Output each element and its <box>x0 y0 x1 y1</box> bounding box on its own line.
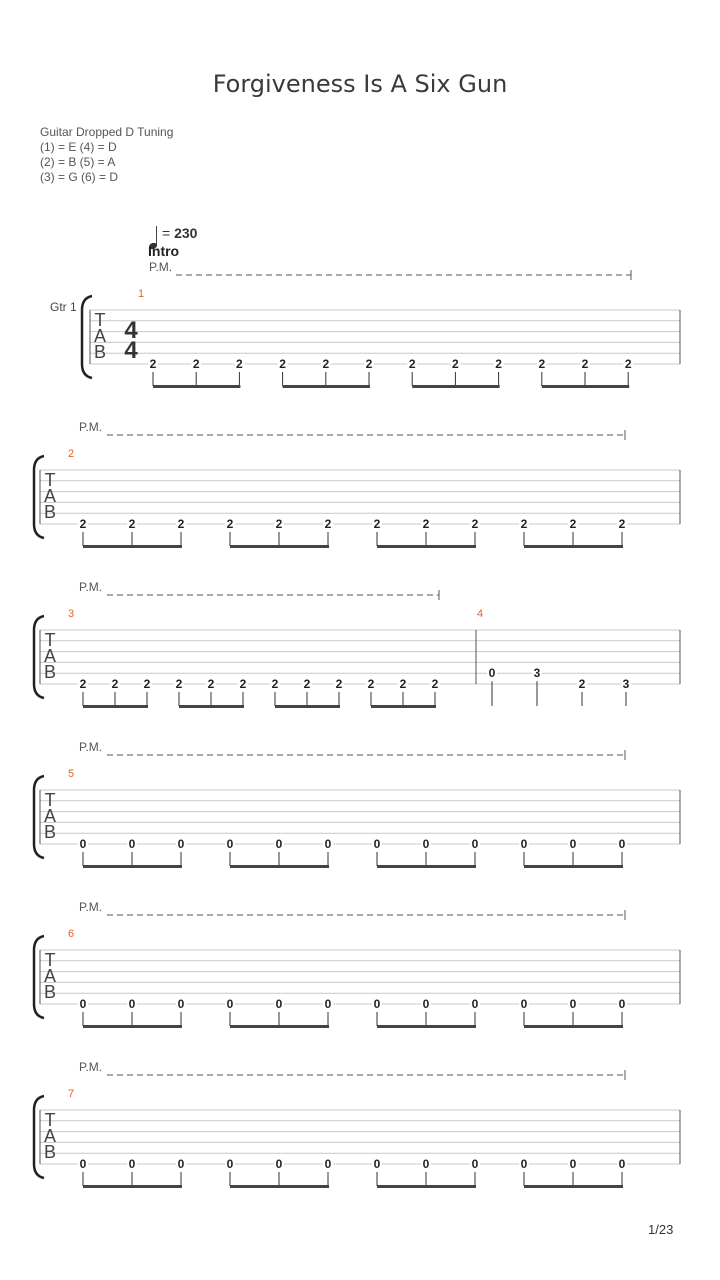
fret-number: 2 <box>365 357 373 371</box>
fret-number: 0 <box>488 666 496 681</box>
tuning-name: Guitar Dropped D Tuning <box>40 125 174 139</box>
fret-number: 0 <box>275 837 283 851</box>
fret-number: 0 <box>520 837 528 851</box>
fret-number: 2 <box>192 357 200 371</box>
fret-number: 0 <box>471 997 479 1011</box>
beam <box>230 865 329 868</box>
beam <box>377 1025 476 1028</box>
tuning-line-3: (3) = G (6) = D <box>40 170 119 184</box>
fret-number: 2 <box>624 357 632 371</box>
measure-number: 3 <box>68 608 75 620</box>
beam <box>377 865 476 868</box>
fret-number: 0 <box>373 997 381 1011</box>
fret-number: 2 <box>581 357 589 371</box>
tab-clef-letter: T <box>44 950 56 970</box>
tab-clef-letter: A <box>93 326 107 346</box>
system-bracket <box>34 616 44 698</box>
fret-number: 0 <box>520 997 528 1011</box>
fret-number: 2 <box>177 517 185 531</box>
measure-number: 4 <box>477 608 484 620</box>
fret-number: 0 <box>177 997 185 1011</box>
fret-number: 2 <box>471 517 479 531</box>
fret-number: 2 <box>538 357 546 371</box>
fret-number: 0 <box>422 1157 430 1171</box>
beam <box>524 1185 623 1188</box>
fret-number: 2 <box>275 517 283 531</box>
fret-number: 0 <box>226 1157 234 1171</box>
tab-clef-letter: T <box>44 790 56 810</box>
tab-clef-letter: B <box>43 502 57 522</box>
system-bracket <box>34 936 44 1018</box>
tab-clef-letter: A <box>43 646 57 666</box>
fret-number: 2 <box>431 677 439 691</box>
fret-number: 0 <box>226 997 234 1011</box>
measure-number: 2 <box>68 448 75 460</box>
system-bracket <box>34 776 44 858</box>
beam <box>230 545 329 548</box>
palm-mute-label: P.M. <box>79 740 103 754</box>
measure-number: 1 <box>138 288 145 300</box>
fret-number: 0 <box>569 837 577 851</box>
tuning-line-1: (1) = E (4) = D <box>40 140 117 154</box>
fret-number: 3 <box>533 666 541 681</box>
fret-number: 0 <box>618 997 626 1011</box>
beam <box>542 385 629 388</box>
tab-clef-letter: T <box>44 630 56 650</box>
fret-number: 0 <box>128 1157 136 1171</box>
fret-number: 0 <box>618 837 626 851</box>
tab-clef-letter: B <box>93 342 107 362</box>
fret-number: 2 <box>207 677 215 691</box>
beam <box>377 545 476 548</box>
fret-number: 0 <box>422 997 430 1011</box>
tab-clef-letter: A <box>43 1126 57 1146</box>
tab-clef-letter: B <box>43 822 57 842</box>
beam <box>83 1185 182 1188</box>
beam <box>524 865 623 868</box>
measure-number: 5 <box>68 768 75 780</box>
tab-clef-letter: A <box>43 486 57 506</box>
tab-clef-letter: T <box>44 470 56 490</box>
tab-clef-letter: T <box>94 310 106 330</box>
section-label: Intro <box>148 243 180 259</box>
fret-number: 2 <box>226 517 234 531</box>
beam <box>275 705 340 708</box>
fret-number: 2 <box>335 677 343 691</box>
song-title: Forgiveness Is A Six Gun <box>212 70 508 98</box>
tab-clef-letter: B <box>43 982 57 1002</box>
beam <box>153 385 240 388</box>
fret-number: 0 <box>373 837 381 851</box>
fret-number: 2 <box>322 357 330 371</box>
fret-number: 0 <box>177 837 185 851</box>
beam <box>230 1025 329 1028</box>
fret-number: 0 <box>275 997 283 1011</box>
time-signature-top: 4 <box>124 317 138 344</box>
fret-number: 2 <box>79 677 87 691</box>
fret-number: 0 <box>324 837 332 851</box>
fret-number: 2 <box>367 677 375 691</box>
tab-clef-letter: B <box>43 1142 57 1162</box>
tab-clef-letter: B <box>43 662 57 682</box>
fret-number: 2 <box>578 677 586 691</box>
tempo-prefix: = <box>162 225 175 241</box>
beam <box>83 865 182 868</box>
fret-number: 0 <box>471 1157 479 1171</box>
beam <box>524 545 623 548</box>
instrument-label: Gtr 1 <box>50 300 77 314</box>
fret-number: 2 <box>111 677 119 691</box>
page-indicator: 1/23 <box>648 1222 674 1237</box>
fret-number: 2 <box>239 677 247 691</box>
fret-number: 2 <box>618 517 626 531</box>
beam <box>412 385 499 388</box>
fret-number: 2 <box>149 357 157 371</box>
fret-number: 0 <box>569 997 577 1011</box>
fret-number: 2 <box>175 677 183 691</box>
fret-number: 2 <box>495 357 502 371</box>
tab-clef-letter: A <box>43 806 57 826</box>
fret-number: 0 <box>79 1157 87 1171</box>
fret-number: 0 <box>618 1157 626 1171</box>
tab-clef-letter: A <box>43 966 57 986</box>
palm-mute-label: P.M. <box>79 420 103 434</box>
fret-number: 2 <box>452 357 459 371</box>
fret-number: 2 <box>303 677 311 691</box>
tab-clef-letter: T <box>44 1110 56 1130</box>
beam <box>83 1025 182 1028</box>
beam <box>371 705 436 708</box>
fret-number: 0 <box>128 997 136 1011</box>
fret-number: 0 <box>324 1157 332 1171</box>
fret-number: 2 <box>271 677 279 691</box>
fret-number: 2 <box>373 517 381 531</box>
fret-number: 0 <box>324 997 332 1011</box>
fret-number: 2 <box>236 357 243 371</box>
fret-number: 0 <box>471 837 479 851</box>
fret-number: 0 <box>128 837 136 851</box>
fret-number: 2 <box>143 677 151 691</box>
measure-number: 6 <box>68 928 75 940</box>
fret-number: 2 <box>279 357 286 371</box>
beam <box>179 705 244 708</box>
fret-number: 0 <box>177 1157 185 1171</box>
tempo-value: 230 <box>174 225 198 241</box>
beam <box>83 545 182 548</box>
beam <box>283 385 370 388</box>
beam <box>83 705 148 708</box>
fret-number: 0 <box>79 997 87 1011</box>
palm-mute-label: P.M. <box>79 580 103 594</box>
fret-number: 2 <box>324 517 332 531</box>
fret-number: 0 <box>373 1157 381 1171</box>
fret-number: 2 <box>520 517 528 531</box>
fret-number: 2 <box>422 517 430 531</box>
measure-number: 7 <box>68 1088 75 1100</box>
beam <box>230 1185 329 1188</box>
palm-mute-label: P.M. <box>79 1060 103 1074</box>
fret-number: 0 <box>79 837 87 851</box>
beam <box>524 1025 623 1028</box>
system-bracket <box>34 456 44 538</box>
palm-mute-label: P.M. <box>79 900 103 914</box>
fret-number: 2 <box>79 517 87 531</box>
fret-number: 0 <box>226 837 234 851</box>
fret-number: 0 <box>520 1157 528 1171</box>
time-signature-bottom: 4 <box>124 337 138 364</box>
fret-number: 0 <box>569 1157 577 1171</box>
fret-number: 2 <box>408 357 416 371</box>
fret-number: 3 <box>622 677 630 691</box>
fret-number: 2 <box>399 677 407 691</box>
fret-number: 0 <box>275 1157 283 1171</box>
fret-number: 2 <box>128 517 136 531</box>
beam <box>377 1185 476 1188</box>
system-bracket <box>34 1096 44 1178</box>
fret-number: 2 <box>569 517 577 531</box>
tuning-line-2: (2) = B (5) = A <box>40 155 116 169</box>
palm-mute-label: P.M. <box>149 260 173 274</box>
fret-number: 0 <box>422 837 430 851</box>
